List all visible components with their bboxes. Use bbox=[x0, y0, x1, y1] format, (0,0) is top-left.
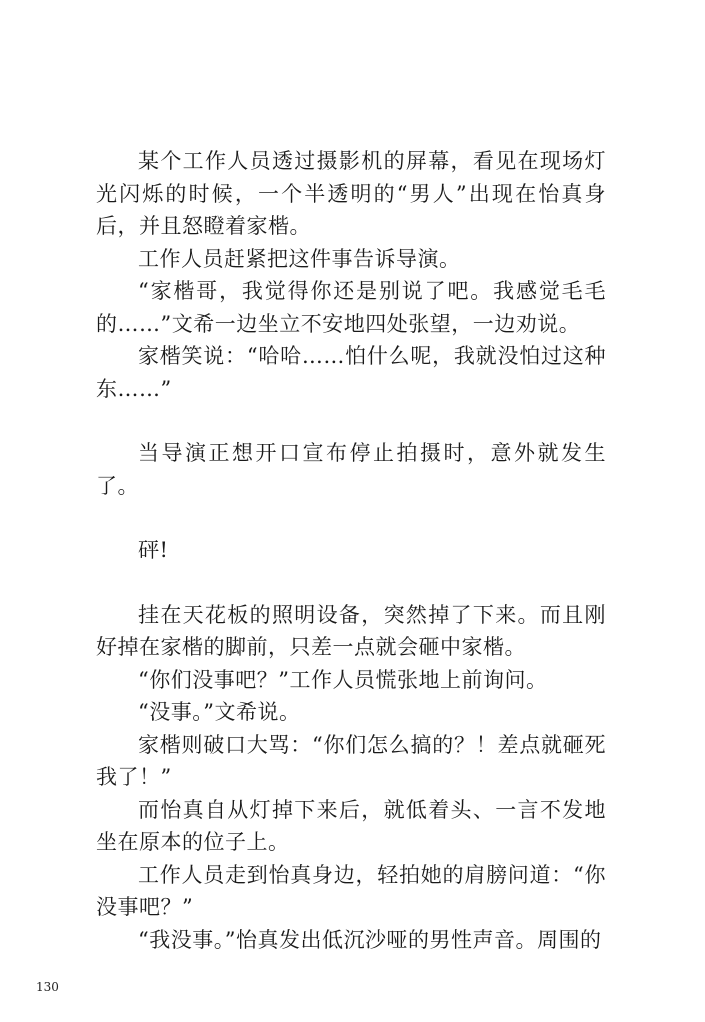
paragraph: 家楷笑说：“哈哈……怕什么呢，我就没怕过这种东……” bbox=[96, 344, 606, 401]
paragraph: “你们没事吧？”工作人员慌张地上前询问。 bbox=[138, 667, 548, 692]
paragraph: “家楷哥，我觉得你还是别说了吧。我感觉毛毛的……”文希一边坐立不安地四处张望，一边劝说。 bbox=[96, 279, 606, 336]
paragraph: 某个工作人员透过摄影机的屏幕，看见在现场灯光闪烁的时候，一个半透明的“男人”出现在怡真身后，并且怒瞪着家楷。 bbox=[96, 149, 606, 238]
paragraph: 挂在天花板的照明设备，突然掉了下来。而且刚好掉在家楷的脚前，只差一点就会砸中家楷。 bbox=[96, 602, 606, 659]
page-number: 130 bbox=[36, 980, 59, 994]
paragraph: 而怡真自从灯掉下来后，就低着头、一言不发地坐在原本的位子上。 bbox=[96, 797, 606, 854]
paragraph: “没事。”文希说。 bbox=[138, 700, 301, 724]
paragraph: 当导演正想开口宣布停止拍摄时，意外就发生了。 bbox=[96, 441, 606, 498]
paragraph: 工作人员赶紧把这件事告诉导演。 bbox=[138, 246, 461, 271]
paragraph: “我没事。”怡真发出低沉沙哑的男性声音。周围的 bbox=[138, 927, 602, 952]
body-text bbox=[96, 145, 606, 956]
paragraph: 工作人员走到怡真身边，轻拍她的肩膀问道：“你没事吧？” bbox=[96, 862, 606, 919]
paragraph: 砰! bbox=[138, 538, 169, 562]
paragraph: 家楷则破口大骂：“你们怎么搞的？！差点就砸死我了！” bbox=[96, 732, 606, 789]
